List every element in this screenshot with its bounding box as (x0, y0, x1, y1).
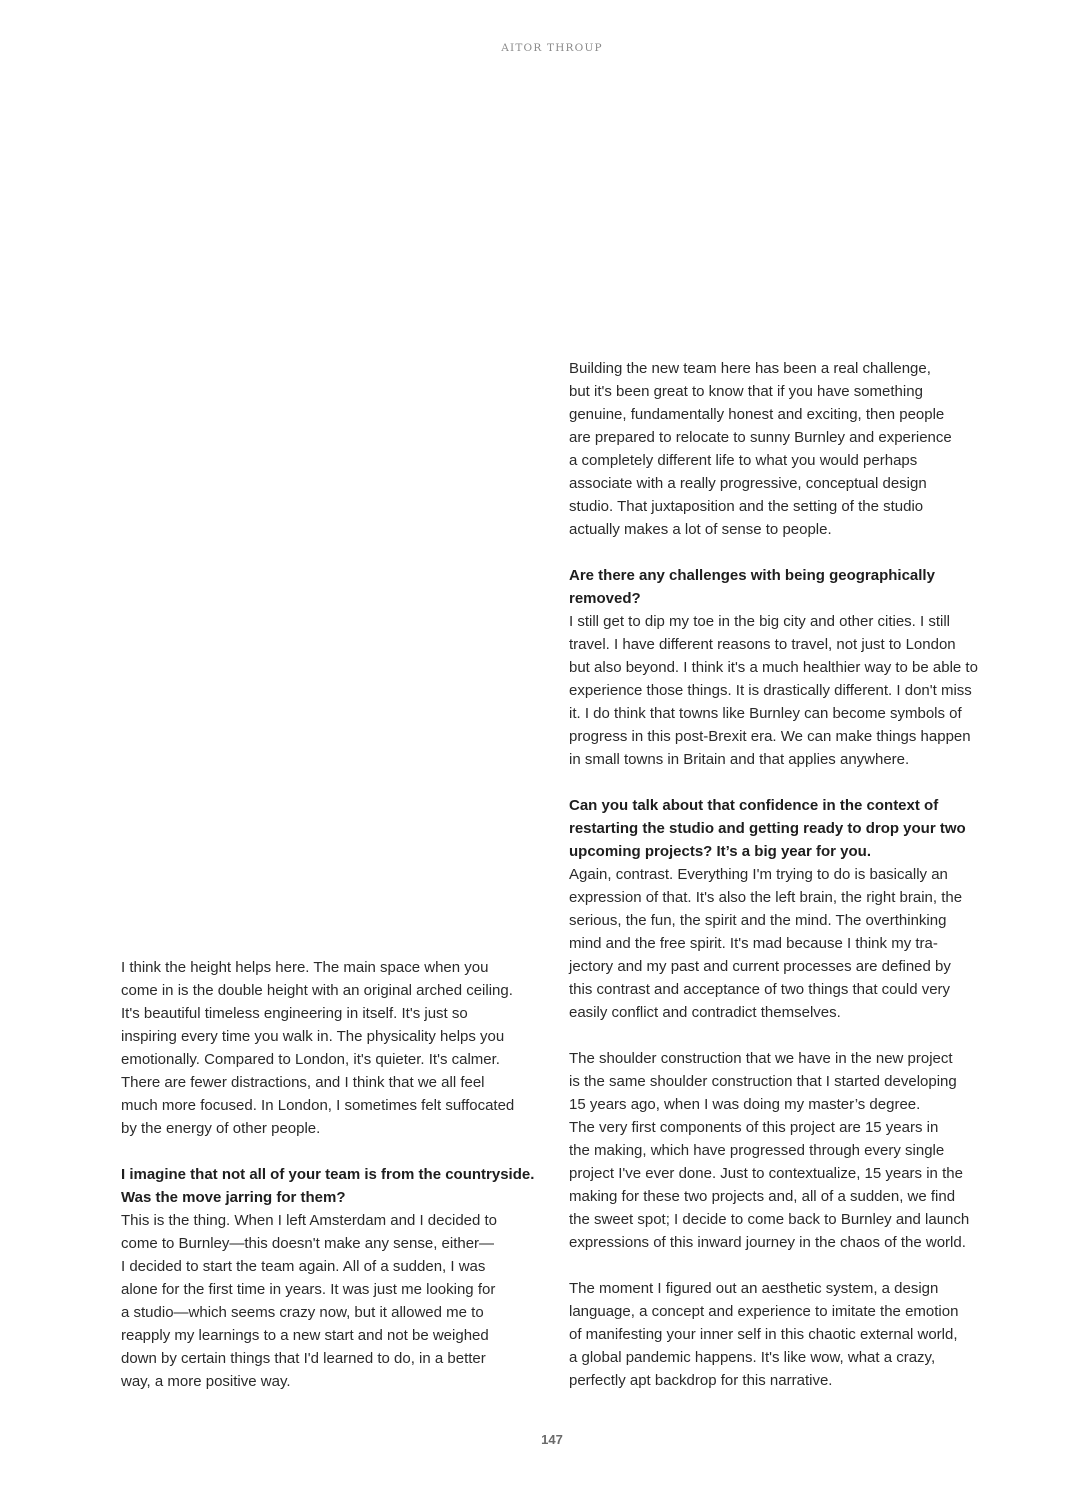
text-line: I think the height helps here. The main space when you (121, 959, 489, 976)
answer-line: alone for the first time in years. It was just me looking for (121, 1281, 496, 1298)
question-line: Was the move jarring for them? (121, 1189, 346, 1206)
text-line: is the same shoulder construction that I started developing (569, 1073, 957, 1090)
text-line: language, a concept and experience to imitate the emotion (569, 1303, 959, 1320)
answer-line: a studio—which seems crazy now, but it allowed me to (121, 1304, 484, 1321)
answer-line: This is the thing. When I left Amsterdam and I decided to (121, 1212, 498, 1229)
text-line: the sweet spot; I decide to come back to Burnley and launch (569, 1211, 970, 1228)
page-number: 147 (541, 1432, 563, 1447)
qa-block (121, 1163, 541, 1393)
question-line: Can you talk about that confidence in the context of (569, 797, 939, 814)
answer-line: progress in this post-Brexit era. We can make things happen (569, 728, 971, 745)
answer-line: it. I do think that towns like Burnley can become symbols of (569, 705, 962, 722)
text-line: inspiring every time you walk in. The physicality helps you (121, 1028, 505, 1045)
text-line: It's beautiful timeless engineering in itself. It's just so (121, 1005, 468, 1022)
question-line: Are there any challenges with being geographically (569, 567, 935, 584)
question-line: I imagine that not all of your team is from the countryside. (121, 1166, 535, 1183)
text-line: The moment I figured out an aesthetic system, a design (569, 1280, 939, 1297)
text-line: The very first components of this project are 15 years in (569, 1119, 939, 1136)
text-line: Building the new team here has been a real challenge, (569, 360, 931, 377)
answer-line: I still get to dip my toe in the big city and other cities. I still (569, 613, 951, 630)
text-line: emotionally. Compared to London, it's quieter. It's calmer. (121, 1051, 500, 1068)
text-line: the making, which have progressed through every single (569, 1142, 945, 1159)
right-column (569, 357, 989, 1392)
answer-line: Again, contrast. Everything I'm trying to do is basically an (569, 866, 948, 883)
text-line: expressions of this inward journey in the chaos of the world. (569, 1234, 966, 1251)
text-line: associate with a really progressive, conceptual design (569, 475, 927, 492)
text-line: a completely different life to what you would perhaps (569, 452, 918, 469)
question-line: removed? (569, 590, 641, 607)
answer-paragraph (569, 357, 989, 541)
text-line: are prepared to relocate to sunny Burnley and experience (569, 429, 952, 446)
text-line: project I've ever done. Just to contextualize, 15 years in the (569, 1165, 963, 1182)
answer-line: expression of that. It's also the left brain, the right brain, the (569, 889, 963, 906)
answer-paragraph (569, 1047, 989, 1254)
qa-block (569, 564, 989, 771)
question-line: restarting the studio and getting ready to drop your two (569, 820, 966, 837)
text-line: of manifesting your inner self in this chaotic external world, (569, 1326, 958, 1343)
text-line: making for these two projects and, all of a sudden, we find (569, 1188, 956, 1205)
text-line: a global pandemic happens. It's like wow, what a crazy, (569, 1349, 936, 1366)
running-head: AITOR THROUP (501, 42, 603, 54)
answer-line: come to Burnley—this doesn't make any sense, either— (121, 1235, 495, 1252)
answer-paragraph (121, 956, 541, 1140)
text-line: much more focused. In London, I sometimes felt suffocated (121, 1097, 515, 1114)
answer-line: in small towns in Britain and that applies anywhere. (569, 751, 910, 768)
left-column (121, 956, 541, 1393)
answer-line: but also beyond. I think it's a much healthier way to be able to (569, 659, 978, 676)
text-line: studio. That juxtaposition and the setting of the studio (569, 498, 924, 515)
text-line: perfectly apt backdrop for this narrative. (569, 1372, 833, 1389)
answer-line: this contrast and acceptance of two things that could very (569, 981, 951, 998)
answer-line: serious, the fun, the spirit and the mind. The overthinking (569, 912, 947, 929)
answer-line: mind and the free spirit. It's mad because I think my tra- (569, 935, 938, 952)
text-line: There are fewer distractions, and I think that we all feel (121, 1074, 485, 1091)
answer-line: I decided to start the team again. All of a sudden, I was (121, 1258, 486, 1275)
answer-line: easily conflict and contradict themselves. (569, 1004, 841, 1021)
answer-line: reapply my learnings to a new start and not be weighed (121, 1327, 489, 1344)
qa-block (569, 794, 989, 1024)
answer-line: jectory and my past and current processes are defined by (569, 958, 951, 975)
text-line: but it's been great to know that if you have something (569, 383, 923, 400)
text-line: genuine, fundamentally honest and exciting, then people (569, 406, 945, 423)
answer-line: way, a more positive way. (121, 1373, 291, 1390)
text-line: The shoulder construction that we have in the new project (569, 1050, 953, 1067)
text-line: actually makes a lot of sense to people. (569, 521, 832, 538)
answer-line: experience those things. It is drastically different. I don't miss (569, 682, 972, 699)
text-line: 15 years ago, when I was doing my master’s degree. (569, 1096, 921, 1113)
text-line: come in is the double height with an original arched ceiling. (121, 982, 513, 999)
answer-paragraph (569, 1277, 989, 1392)
text-line: by the energy of other people. (121, 1120, 321, 1137)
answer-line: travel. I have different reasons to travel, not just to London (569, 636, 956, 653)
question-line: upcoming projects? It’s a big year for you. (569, 843, 871, 860)
answer-line: down by certain things that I'd learned to do, in a better (121, 1350, 486, 1367)
